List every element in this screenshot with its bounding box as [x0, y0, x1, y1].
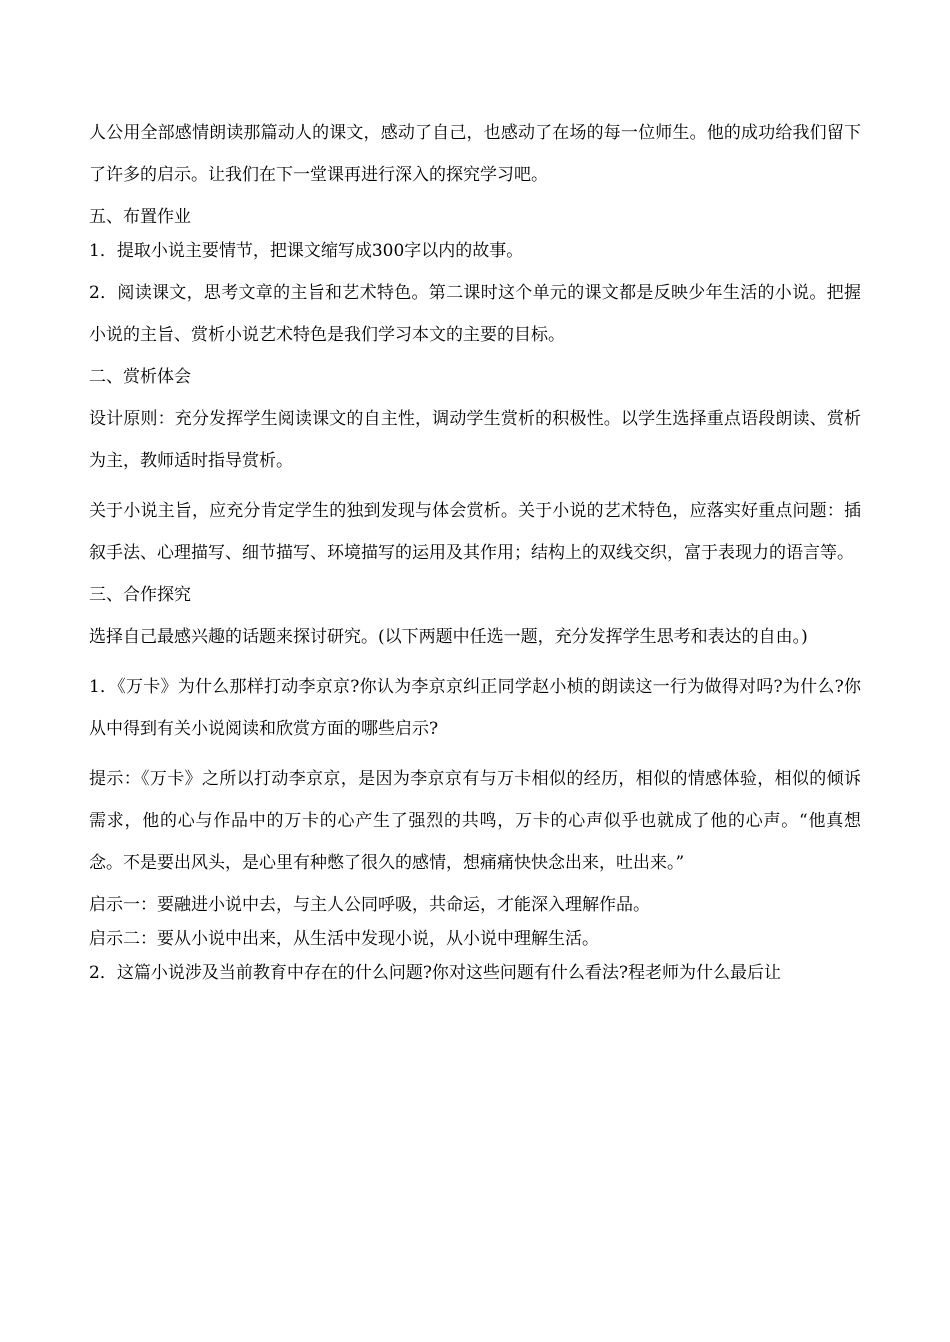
- paragraph-insight-2: 启示二：要从小说中出来，从生活中发现小说，从小说中理解生活。: [89, 929, 599, 949]
- paragraph-reading-conclusion: 人公用全部感情朗读那篇动人的课文，感动了自己，也感动了在场的每一位师生。他的成功给我们留下了许多的启示。让我们在下一堂课再进行深入的探究学习吧。: [89, 123, 861, 185]
- paragraph-insight-1: 启示一：要融进小说中去，与主人公同呼吸，共命运，才能深入理解作品。: [89, 895, 650, 915]
- paragraph-topic-choice: 选择自己最感兴趣的话题来探讨研究。(以下两题中任选一题，充分发挥学生思考和表达的自由。): [89, 627, 808, 647]
- paragraph-design-principle: 设计原则：充分发挥学生阅读课文的自主性，调动学生赏析的积极性。以学生选择重点语段朗读、赏析为主，教师适时指导赏析。: [89, 409, 861, 471]
- homework-item-1: 1．提取小说主要情节，把课文缩写成300字以内的故事。: [89, 241, 524, 261]
- question-2: 2．这篇小说涉及当前教育中存在的什么问题?你对这些问题有什么看法?程老师为什么最后让: [89, 963, 782, 983]
- section-heading-appreciation: 二、赏析体会: [89, 367, 191, 387]
- paragraph-theme-and-art: 关于小说主旨，应充分肯定学生的独到发现与体会赏析。关于小说的艺术特色，应落实好重点问题：插叙手法、心理描写、细节描写、环境描写的运用及其作用；结构上的双线交织，富于表现力的语言等。: [89, 501, 861, 563]
- section-heading-homework: 五、布置作业: [89, 207, 191, 227]
- question-1: 1．《万卡》为什么那样打动李京京?你认为李京京纠正同学赵小桢的朗读这一行为做得对吗?为什么?你从中得到有关小说阅读和欣赏方面的哪些启示?: [89, 677, 861, 739]
- homework-item-2: 2．阅读课文，思考文章的主旨和艺术特色。第二课时这个单元的课文都是反映少年生活的小说。把握小说的主旨、赏析小说艺术特色是我们学习本文的主要的目标。: [89, 283, 861, 345]
- document-body: [89, 112, 861, 994]
- section-heading-cooperative-inquiry: 三、合作探究: [89, 585, 191, 605]
- paragraph-hint: 提示：《万卡》之所以打动李京京，是因为李京京有与万卡相似的经历，相似的情感体验，相似的倾诉需求，他的心与作品中的万卡的心产生了强烈的共鸣，万卡的心声似乎也就成了他的心声。“他真想念。不是要出风头，是心里有种憋了很久的感情，想痛痛快快念出来，吐出来。”: [89, 769, 861, 873]
